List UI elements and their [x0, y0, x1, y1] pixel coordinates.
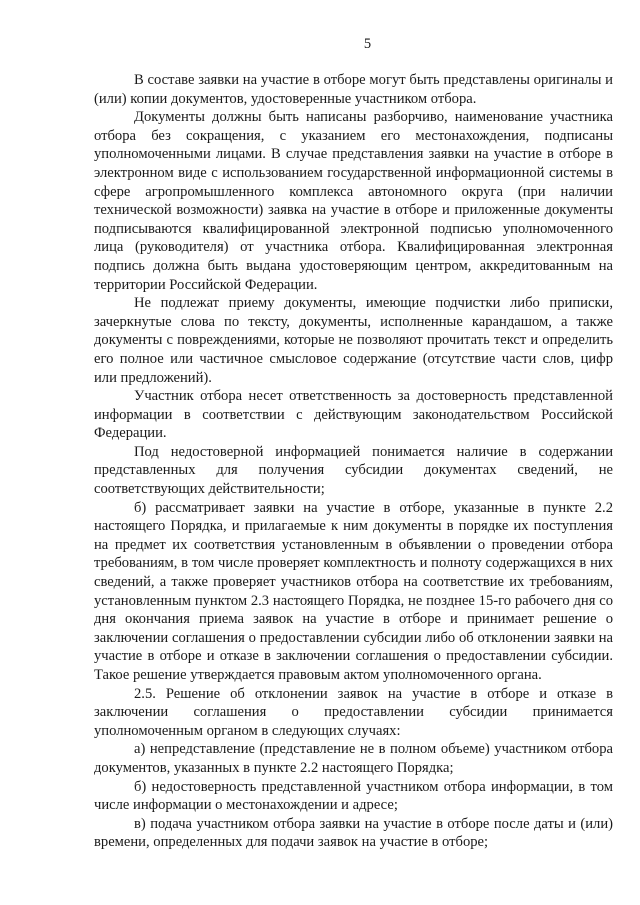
list-item: а) непредставление (представление не в полном объеме) участником отбора документов, указанных в пункте 2.2 настоящего Порядка; [94, 741, 613, 776]
paragraph: Не подлежат приему документы, имеющие подчистки либо приписки, зачеркнутые слова по тексту, документы, исполненные карандашом, а также документы с повреждениями, которые не позволяют прочитать текст и определить его полное или частичное смысловое содержание (отсутствие части слов, цифр или предложений). [94, 295, 613, 386]
document-body [94, 71, 613, 852]
paragraph: б) рассматривает заявки на участие в отборе, указанные в пункте 2.2 настоящего Порядка, и прилагаемые к ним документы в порядке их поступления на предмет их соответствия установленным в объявлении о проведении отбора требованиям, в том числе проверяет комплектность и полноту содержащихся в них сведений, а также проверяет участников отбора на соответствие их требованиям, установленным пунктом 2.3 настоящего Порядка, не позднее 15-го рабочего дня со дня окончания приема заявок на участие в отборе и принимает решение о заключении соглашения о предоставлении субсидии либо об отклонении заявки на участие в отборе и отказе в заключении соглашения о предоставлении субсидии. Такое решение утверждается правовым актом уполномоченного органа. [94, 499, 613, 683]
paragraph: В составе заявки на участие в отборе могут быть представлены оригиналы и (или) копии документов, удостоверенные участником отбора. [94, 72, 613, 107]
page-number: 5 [363, 36, 372, 52]
paragraph: Документы должны быть написаны разборчиво, наименование участника отбора без сокращения, с указанием его местонахождения, подписаны уполномоченными лицами. В случае представления заявки на участие в отборе в электронном виде с использованием государственной информационной системы в сфере агропромышленного комплекса автономного округа (при наличии технической возможности) заявка на участие в отборе и приложенные документы подписываются квалифицированной электронной подписью уполномоченного лица (руководителя) от участника отбора. Квалифицированная электронная подпись должна быть выдана удостоверяющим центром, аккредитованным на территории Российской Федерации. [94, 109, 613, 293]
paragraph: 2.5. Решение об отклонении заявок на участие в отборе и отказе в заключении соглашения о предоставлении субсидии принимается уполномоченным органом в следующих случаях: [94, 685, 613, 739]
paragraph: Участник отбора несет ответственность за достоверность представленной информации в соответствии с действующим законодательством Российской Федерации. [94, 388, 613, 442]
paragraph: Под недостоверной информацией понимается наличие в содержании представленных для получения субсидии документах сведений, не соответствующих действительности; [94, 443, 613, 498]
list-item: б) недостоверность представленной участником отбора информации, в том числе информации о местонахождении и адресе; [94, 778, 613, 814]
list-item: в) подача участником отбора заявки на участие в отборе после даты и (или) времени, определенных для подачи заявок на участие в отборе; [94, 815, 613, 851]
